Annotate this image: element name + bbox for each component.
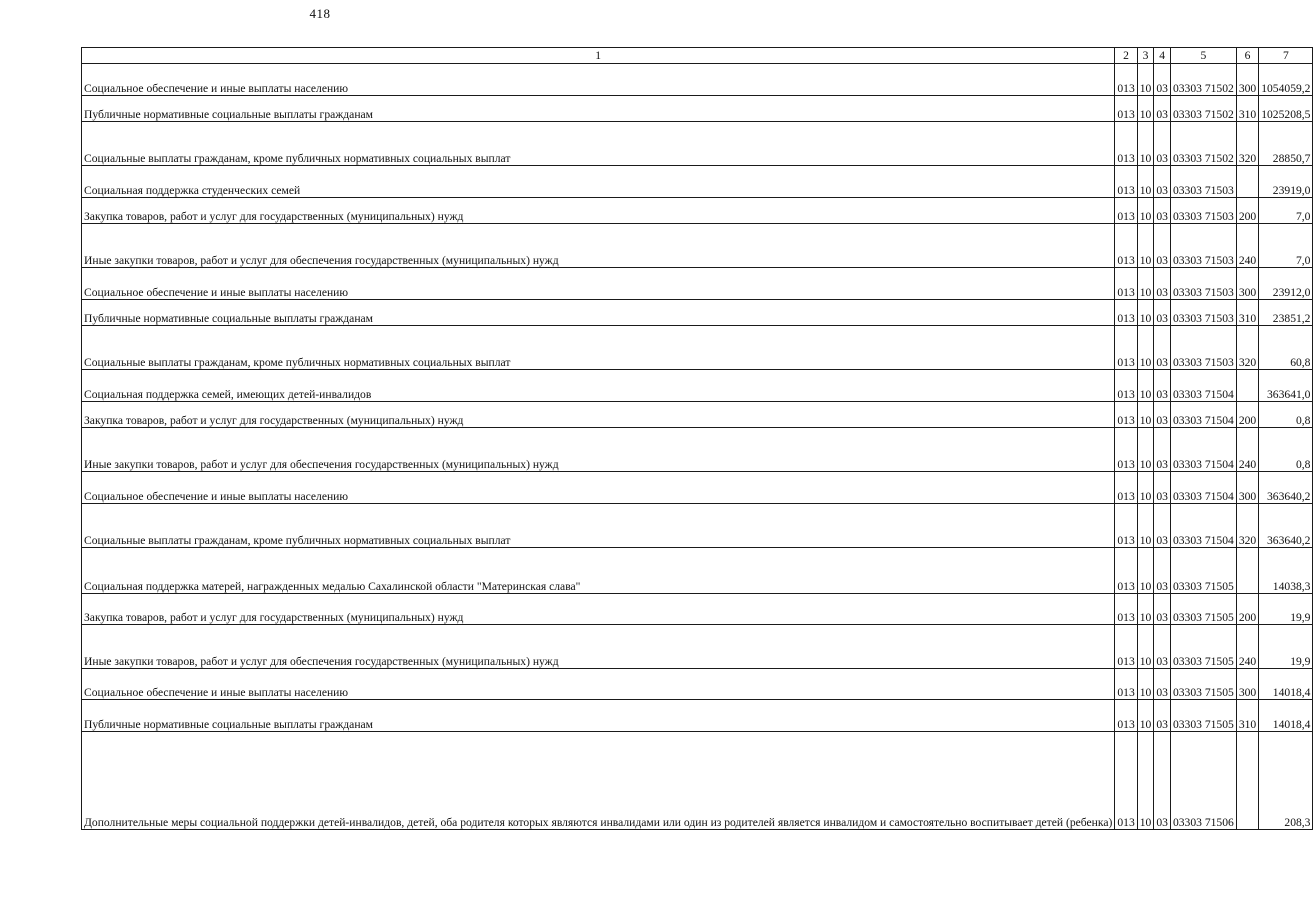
table-row (82, 402, 1313, 428)
row-section-cell: 10 (1137, 198, 1154, 224)
row-subsection-cell: 03 (1154, 594, 1171, 625)
row-expense-type-cell: 320 (1236, 504, 1258, 548)
table-row (82, 732, 1313, 830)
row-expense-type-cell: 310 (1236, 300, 1258, 326)
row-name-cell: Иные закупки товаров, работ и услуг для обеспечения государственных (муниципальных) нужд (82, 224, 1115, 268)
row-expense-type-cell: 300 (1236, 64, 1258, 96)
row-amount-cell: 23851,2 (1259, 300, 1313, 326)
row-target-article-cell: 03303 71505 (1170, 669, 1236, 700)
row-amount-cell: 1054059,2 (1259, 64, 1313, 96)
table-row (82, 122, 1313, 166)
row-amount-cell: 19,9 (1259, 594, 1313, 625)
table-row (82, 594, 1313, 625)
row-subsection-cell: 03 (1154, 198, 1171, 224)
row-name-cell: Закупка товаров, работ и услуг для государственных (муниципальных) нужд (82, 594, 1115, 625)
row-expense-type-cell: 200 (1236, 402, 1258, 428)
row-section-cell: 10 (1137, 625, 1154, 669)
row-amount-cell: 7,0 (1259, 198, 1313, 224)
row-subsection-cell: 03 (1154, 268, 1171, 300)
row-amount-cell: 208,3 (1259, 732, 1313, 830)
row-amount-cell: 14038,3 (1259, 548, 1313, 594)
budget-table (81, 47, 1313, 830)
row-expense-type-cell: 240 (1236, 428, 1258, 472)
row-amount-cell: 60,8 (1259, 326, 1313, 370)
row-gr-code-cell: 013 (1115, 594, 1137, 625)
row-gr-code-cell: 013 (1115, 224, 1137, 268)
row-section-cell: 10 (1137, 504, 1154, 548)
row-gr-code-cell: 013 (1115, 64, 1137, 96)
column-header: 7 (1259, 48, 1313, 64)
row-target-article-cell: 03303 71505 (1170, 548, 1236, 594)
table-row (82, 428, 1313, 472)
row-section-cell: 10 (1137, 166, 1154, 198)
row-target-article-cell: 03303 71502 (1170, 64, 1236, 96)
row-name-cell: Социальные выплаты гражданам, кроме публичных нормативных социальных выплат (82, 122, 1115, 166)
row-target-article-cell: 03303 71504 (1170, 428, 1236, 472)
row-gr-code-cell: 013 (1115, 548, 1137, 594)
row-amount-cell: 14018,4 (1259, 669, 1313, 700)
row-name-cell: Закупка товаров, работ и услуг для государственных (муниципальных) нужд (82, 198, 1115, 224)
row-target-article-cell: 03303 71504 (1170, 370, 1236, 402)
row-expense-type-cell: 240 (1236, 224, 1258, 268)
row-section-cell: 10 (1137, 224, 1154, 268)
row-name-cell: Социальная поддержка студенческих семей (82, 166, 1115, 198)
row-amount-cell: 19,9 (1259, 625, 1313, 669)
page-number: 418 (309, 6, 331, 21)
row-target-article-cell: 03303 71503 (1170, 300, 1236, 326)
row-section-cell: 10 (1137, 732, 1154, 830)
column-header: 2 (1115, 48, 1137, 64)
row-gr-code-cell: 013 (1115, 504, 1137, 548)
row-target-article-cell: 03303 71502 (1170, 96, 1236, 122)
row-subsection-cell: 03 (1154, 402, 1171, 428)
table-row (82, 198, 1313, 224)
row-subsection-cell: 03 (1154, 370, 1171, 402)
row-name-cell: Социальное обеспечение и иные выплаты населению (82, 64, 1115, 96)
row-subsection-cell: 03 (1154, 96, 1171, 122)
row-amount-cell: 363640,2 (1259, 504, 1313, 548)
row-name-cell: Публичные нормативные социальные выплаты гражданам (82, 700, 1115, 732)
row-amount-cell: 23919,0 (1259, 166, 1313, 198)
row-section-cell: 10 (1137, 326, 1154, 370)
row-expense-type-cell: 240 (1236, 625, 1258, 669)
row-section-cell: 10 (1137, 122, 1154, 166)
row-target-article-cell: 03303 71503 (1170, 224, 1236, 268)
row-gr-code-cell: 013 (1115, 300, 1137, 326)
row-subsection-cell: 03 (1154, 224, 1171, 268)
row-subsection-cell: 03 (1154, 548, 1171, 594)
row-amount-cell: 363640,2 (1259, 472, 1313, 504)
table-row (82, 268, 1313, 300)
row-gr-code-cell: 013 (1115, 428, 1137, 472)
row-section-cell: 10 (1137, 669, 1154, 700)
row-gr-code-cell: 013 (1115, 166, 1137, 198)
row-name-cell: Социальное обеспечение и иные выплаты населению (82, 669, 1115, 700)
row-name-cell: Закупка товаров, работ и услуг для государственных (муниципальных) нужд (82, 402, 1115, 428)
row-gr-code-cell: 013 (1115, 370, 1137, 402)
row-section-cell: 10 (1137, 370, 1154, 402)
row-target-article-cell: 03303 71503 (1170, 326, 1236, 370)
row-name-cell: Социальные выплаты гражданам, кроме публичных нормативных социальных выплат (82, 504, 1115, 548)
row-expense-type-cell: 300 (1236, 268, 1258, 300)
table-row (82, 166, 1313, 198)
row-subsection-cell: 03 (1154, 732, 1171, 830)
row-target-article-cell: 03303 71504 (1170, 504, 1236, 548)
row-gr-code-cell: 013 (1115, 700, 1137, 732)
table-row (82, 504, 1313, 548)
row-gr-code-cell: 013 (1115, 625, 1137, 669)
column-header: 5 (1170, 48, 1236, 64)
row-gr-code-cell: 013 (1115, 669, 1137, 700)
row-target-article-cell: 03303 71504 (1170, 472, 1236, 504)
table-row (82, 625, 1313, 669)
row-target-article-cell: 03303 71503 (1170, 166, 1236, 198)
row-section-cell: 10 (1137, 700, 1154, 732)
row-expense-type-cell (1236, 732, 1258, 830)
row-expense-type-cell (1236, 370, 1258, 402)
row-gr-code-cell: 013 (1115, 402, 1137, 428)
row-gr-code-cell: 013 (1115, 732, 1137, 830)
row-gr-code-cell: 013 (1115, 198, 1137, 224)
table-body (82, 64, 1313, 830)
row-section-cell: 10 (1137, 64, 1154, 96)
row-name-cell: Социальные выплаты гражданам, кроме публичных нормативных социальных выплат (82, 326, 1115, 370)
row-name-cell: Социальное обеспечение и иные выплаты населению (82, 472, 1115, 504)
row-name-cell: Социальная поддержка матерей, награжденных медалью Сахалинской области "Материнская слава" (82, 548, 1115, 594)
row-section-cell: 10 (1137, 472, 1154, 504)
row-amount-cell: 363641,0 (1259, 370, 1313, 402)
row-expense-type-cell: 320 (1236, 326, 1258, 370)
row-subsection-cell: 03 (1154, 64, 1171, 96)
row-expense-type-cell: 300 (1236, 669, 1258, 700)
row-amount-cell: 28850,7 (1259, 122, 1313, 166)
row-target-article-cell: 03303 71502 (1170, 122, 1236, 166)
row-gr-code-cell: 013 (1115, 122, 1137, 166)
row-subsection-cell: 03 (1154, 300, 1171, 326)
row-subsection-cell: 03 (1154, 326, 1171, 370)
row-gr-code-cell: 013 (1115, 472, 1137, 504)
table-row (82, 472, 1313, 504)
row-gr-code-cell: 013 (1115, 96, 1137, 122)
row-expense-type-cell: 300 (1236, 472, 1258, 504)
row-expense-type-cell: 320 (1236, 122, 1258, 166)
table-row (82, 224, 1313, 268)
table-row (82, 64, 1313, 96)
table-row (82, 700, 1313, 732)
table-row (82, 300, 1313, 326)
row-section-cell: 10 (1137, 402, 1154, 428)
row-section-cell: 10 (1137, 428, 1154, 472)
row-name-cell: Иные закупки товаров, работ и услуг для обеспечения государственных (муниципальных) нужд (82, 428, 1115, 472)
row-subsection-cell: 03 (1154, 166, 1171, 198)
row-amount-cell: 23912,0 (1259, 268, 1313, 300)
table-row (82, 669, 1313, 700)
row-name-cell: Публичные нормативные социальные выплаты гражданам (82, 300, 1115, 326)
table-row (82, 96, 1313, 122)
row-amount-cell: 0,8 (1259, 402, 1313, 428)
row-subsection-cell: 03 (1154, 625, 1171, 669)
row-target-article-cell: 03303 71505 (1170, 625, 1236, 669)
row-section-cell: 10 (1137, 96, 1154, 122)
row-section-cell: 10 (1137, 594, 1154, 625)
row-subsection-cell: 03 (1154, 669, 1171, 700)
row-subsection-cell: 03 (1154, 700, 1171, 732)
table-row (82, 326, 1313, 370)
row-amount-cell: 1025208,5 (1259, 96, 1313, 122)
column-header: 3 (1137, 48, 1154, 64)
column-header: 6 (1236, 48, 1258, 64)
row-name-cell: Социальное обеспечение и иные выплаты населению (82, 268, 1115, 300)
row-expense-type-cell: 200 (1236, 198, 1258, 224)
header-row (82, 48, 1313, 64)
row-subsection-cell: 03 (1154, 122, 1171, 166)
row-section-cell: 10 (1137, 548, 1154, 594)
table-header (82, 48, 1313, 64)
row-name-cell: Публичные нормативные социальные выплаты гражданам (82, 96, 1115, 122)
row-section-cell: 10 (1137, 300, 1154, 326)
row-subsection-cell: 03 (1154, 428, 1171, 472)
row-target-article-cell: 03303 71503 (1170, 198, 1236, 224)
row-expense-type-cell: 200 (1236, 594, 1258, 625)
row-name-cell: Дополнительные меры социальной поддержки детей-инвалидов, детей, оба родителя которых являются инвалидами или один из родителей является инвалидом и самостоятельно воспитывает детей (ребенка) (82, 732, 1115, 830)
row-expense-type-cell (1236, 166, 1258, 198)
table-row (82, 370, 1313, 402)
row-subsection-cell: 03 (1154, 472, 1171, 504)
column-header: 1 (82, 48, 1115, 64)
row-target-article-cell: 03303 71503 (1170, 268, 1236, 300)
row-gr-code-cell: 013 (1115, 268, 1137, 300)
row-name-cell: Иные закупки товаров, работ и услуг для обеспечения государственных (муниципальных) нужд (82, 625, 1115, 669)
row-section-cell: 10 (1137, 268, 1154, 300)
row-amount-cell: 7,0 (1259, 224, 1313, 268)
row-expense-type-cell: 310 (1236, 96, 1258, 122)
row-gr-code-cell: 013 (1115, 326, 1137, 370)
table-row (82, 548, 1313, 594)
row-target-article-cell: 03303 71505 (1170, 700, 1236, 732)
row-amount-cell: 14018,4 (1259, 700, 1313, 732)
row-expense-type-cell: 310 (1236, 700, 1258, 732)
row-subsection-cell: 03 (1154, 504, 1171, 548)
row-amount-cell: 0,8 (1259, 428, 1313, 472)
column-header: 4 (1154, 48, 1171, 64)
row-target-article-cell: 03303 71504 (1170, 402, 1236, 428)
row-expense-type-cell (1236, 548, 1258, 594)
row-name-cell: Социальная поддержка семей, имеющих детей-инвалидов (82, 370, 1115, 402)
row-target-article-cell: 03303 71506 (1170, 732, 1236, 830)
row-target-article-cell: 03303 71505 (1170, 594, 1236, 625)
